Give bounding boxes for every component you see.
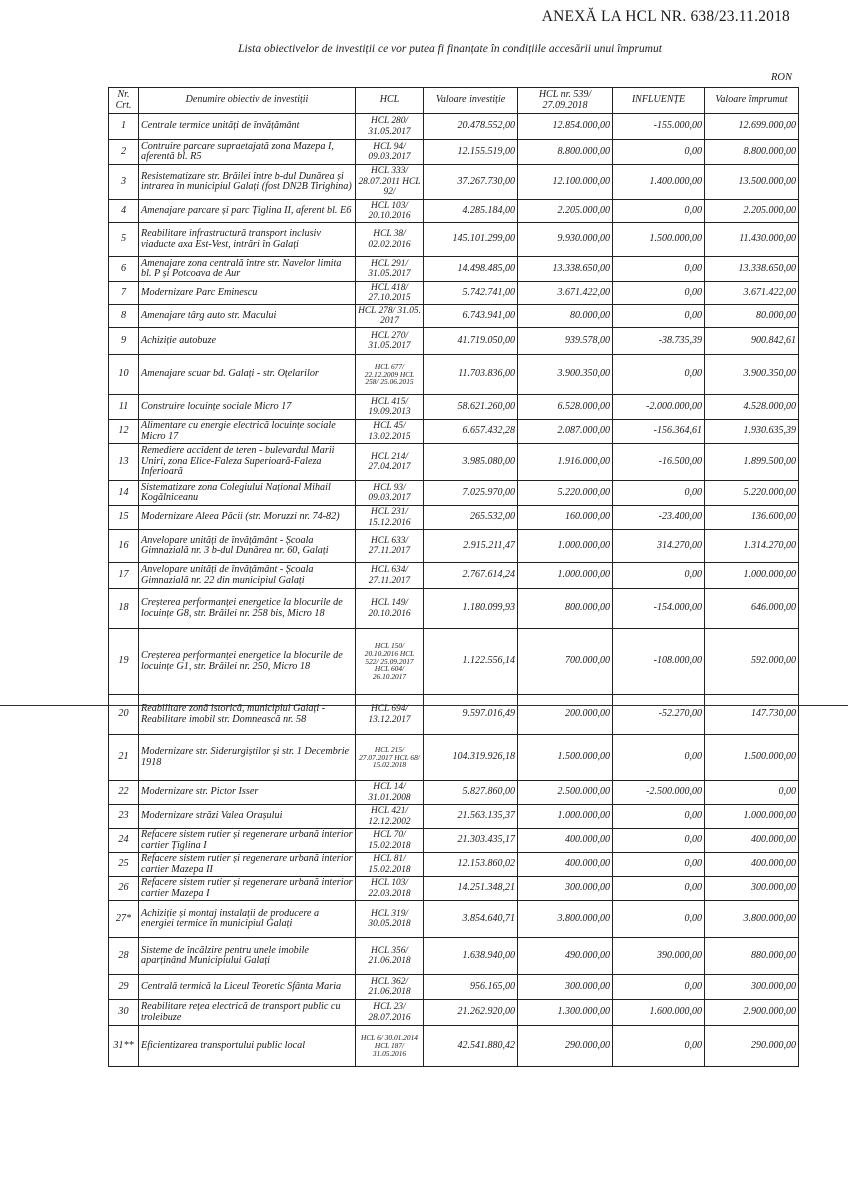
loan-value: 80.000,00 (705, 305, 799, 328)
table-row (109, 901, 799, 938)
objective-name: Sisteme de încălzire pentru unele imobile aparținând Municipiului Galați (139, 938, 356, 975)
influence-value: 0,00 (613, 257, 705, 282)
hcl-reference: HCL 278/ 31.05. 2017 (356, 305, 424, 328)
objective-name: Achiziție autobuze (139, 328, 356, 355)
objective-name: Refacere sistem rutier și regenerare urbană interior cartier Mazepa I (139, 877, 356, 901)
influence-value: -108.000,00 (613, 629, 705, 695)
influence-value: 0,00 (613, 829, 705, 853)
row-number: 23 (109, 805, 139, 829)
hcl-reference: HCL 94/ 09.03.2017 (356, 140, 424, 165)
loan-value: 880.000,00 (705, 938, 799, 975)
hcl-539-value: 1.000.000,00 (518, 530, 613, 563)
hcl-reference: HCL 356/ 21.06.2018 (356, 938, 424, 975)
hcl-539-value: 290.000,00 (518, 1026, 613, 1067)
row-number: 17 (109, 563, 139, 589)
investment-value: 14.251.348,21 (424, 877, 518, 901)
annex-title: ANEXĂ LA HCL NR. 638/23.11.2018 (541, 8, 790, 25)
hcl-reference: HCL 38/ 02.02.2016 (356, 223, 424, 257)
influence-value: 0,00 (613, 563, 705, 589)
influence-value: 0,00 (613, 282, 705, 305)
investment-value: 21.563.135,37 (424, 805, 518, 829)
hcl-reference: HCL 149/ 20.10.2016 (356, 589, 424, 629)
hcl-reference: HCL 70/ 15.02.2018 (356, 829, 424, 853)
investment-value: 3.985.080,00 (424, 444, 518, 481)
hcl-539-value: 400.000,00 (518, 853, 613, 877)
loan-value: 11.430.000,00 (705, 223, 799, 257)
row-number: 15 (109, 506, 139, 530)
influence-value: 0,00 (613, 200, 705, 223)
investment-value: 6.657.432,28 (424, 420, 518, 444)
hcl-reference: HCL 45/ 13.02.2015 (356, 420, 424, 444)
influence-value: -155.000,00 (613, 114, 705, 140)
loan-value: 1.930.635,39 (705, 420, 799, 444)
row-number: 9 (109, 328, 139, 355)
loan-value: 3.800.000,00 (705, 901, 799, 938)
column-header-hcl-539: HCL nr. 539/ 27.09.2018 (518, 88, 613, 114)
document-subtitle: Lista obiectivelor de investiții ce vor putea fi finanțate în condițiile accesării unui împrumut (238, 43, 662, 55)
influence-value: 1.400.000,00 (613, 165, 705, 200)
hcl-reference: HCL 6/ 30.01.2014 HCL 187/ 31.05.2016 (356, 1026, 424, 1067)
hcl-539-value: 3.900.350,00 (518, 355, 613, 395)
row-number: 8 (109, 305, 139, 328)
hcl-539-value: 6.528.000,00 (518, 395, 613, 420)
objective-name: Refacere sistem rutier și regenerare urbană interior cartier Mazepa II (139, 853, 356, 877)
objective-name: Creșterea performanței energetice la blocurile de locuințe G8, str. Brăilei nr. 258 bis, Micro 18 (139, 589, 356, 629)
influence-value: 0,00 (613, 305, 705, 328)
objective-name: Refacere sistem rutier și regenerare urbană interior cartier Țiglina I (139, 829, 356, 853)
hcl-reference: HCL 280/ 31.05.2017 (356, 114, 424, 140)
table-header (109, 88, 799, 114)
loan-value: 592.000,00 (705, 629, 799, 695)
investment-value: 42.541.880,42 (424, 1026, 518, 1067)
table-row (109, 305, 799, 328)
investment-value: 9.597.016,49 (424, 695, 518, 735)
hcl-reference: HCL 215/ 27.07.2017 HCL 68/ 15.02.2018 (356, 735, 424, 781)
hcl-reference: HCL 214/ 27.04.2017 (356, 444, 424, 481)
row-number: 21 (109, 735, 139, 781)
row-number: 27* (109, 901, 139, 938)
table-row (109, 563, 799, 589)
investment-value: 12.153.860,02 (424, 853, 518, 877)
hcl-reference: HCL 362/ 21.06.2018 (356, 975, 424, 1000)
investment-value: 2.767.614,24 (424, 563, 518, 589)
column-header-nr: Nr. Crt. (109, 88, 139, 114)
row-number: 31** (109, 1026, 139, 1067)
investments-table (108, 87, 799, 1067)
hcl-reference: HCL 103/ 20.10.2016 (356, 200, 424, 223)
loan-value: 3.900.350,00 (705, 355, 799, 395)
table-row (109, 589, 799, 629)
hcl-reference: HCL 231/ 15.12.2016 (356, 506, 424, 530)
hcl-reference: HCL 634/ 27.11.2017 (356, 563, 424, 589)
table-row (109, 481, 799, 506)
column-header-influences: INFLUENȚE (613, 88, 705, 114)
objective-name: Eficientizarea transportului public local (139, 1026, 356, 1067)
influence-value: -156.364,61 (613, 420, 705, 444)
hcl-reference: HCL 81/ 15.02.2018 (356, 853, 424, 877)
investment-value: 4.285.184,00 (424, 200, 518, 223)
row-number: 12 (109, 420, 139, 444)
currency-label: RON (771, 72, 792, 83)
loan-value: 300.000,00 (705, 877, 799, 901)
investment-value: 956.165,00 (424, 975, 518, 1000)
influence-value: -16.500,00 (613, 444, 705, 481)
hcl-539-value: 300.000,00 (518, 877, 613, 901)
hcl-539-value: 1.000.000,00 (518, 805, 613, 829)
hcl-reference: HCL 415/ 19.09.2013 (356, 395, 424, 420)
table-row (109, 506, 799, 530)
objective-name: Achiziție și montaj instalații de producere a energiei termice în municipiul Galați (139, 901, 356, 938)
hcl-539-value: 12.100.000,00 (518, 165, 613, 200)
hcl-reference: HCL 694/ 13.12.2017 (356, 695, 424, 735)
row-number: 6 (109, 257, 139, 282)
hcl-539-value: 939.578,00 (518, 328, 613, 355)
row-number: 29 (109, 975, 139, 1000)
hcl-539-value: 2.087.000,00 (518, 420, 613, 444)
hcl-539-value: 200.000,00 (518, 695, 613, 735)
influence-value: 0,00 (613, 805, 705, 829)
hcl-reference: HCL 319/ 30.05.2018 (356, 901, 424, 938)
hcl-reference: HCL 291/ 31.05.2017 (356, 257, 424, 282)
influence-value: 0,00 (613, 355, 705, 395)
loan-value: 1.899.500,00 (705, 444, 799, 481)
objective-name: Anvelopare unități de învățământ - Școala Gimnazială nr. 3 b-dul Dunărea nr. 60, Galați (139, 530, 356, 563)
investment-value: 21.262.920,00 (424, 1000, 518, 1026)
hcl-539-value: 3.800.000,00 (518, 901, 613, 938)
row-number: 26 (109, 877, 139, 901)
row-number: 7 (109, 282, 139, 305)
influence-value: -52.270,00 (613, 695, 705, 735)
loan-value: 4.528.000,00 (705, 395, 799, 420)
hcl-539-value: 2.205.000,00 (518, 200, 613, 223)
row-number: 16 (109, 530, 139, 563)
influence-value: 0,00 (613, 1026, 705, 1067)
hcl-539-value: 9.930.000,00 (518, 223, 613, 257)
loan-value: 646.000,00 (705, 589, 799, 629)
hcl-reference: HCL 270/ 31.05.2017 (356, 328, 424, 355)
table-row (109, 629, 799, 695)
influence-value: 1.500.000,00 (613, 223, 705, 257)
investment-value: 3.854.640,71 (424, 901, 518, 938)
influence-value: 0,00 (613, 877, 705, 901)
hcl-reference: HCL 333/ 28.07.2011 HCL 92/ (356, 165, 424, 200)
investment-value: 1.638.940,00 (424, 938, 518, 975)
row-number: 24 (109, 829, 139, 853)
table-row (109, 282, 799, 305)
hcl-539-value: 2.500.000,00 (518, 781, 613, 805)
influence-value: -23.400,00 (613, 506, 705, 530)
investment-value: 11.703.836,00 (424, 355, 518, 395)
loan-value: 300.000,00 (705, 975, 799, 1000)
row-number: 22 (109, 781, 139, 805)
table-row (109, 165, 799, 200)
hcl-539-value: 800.000,00 (518, 589, 613, 629)
investment-value: 6.743.941,00 (424, 305, 518, 328)
table-row (109, 257, 799, 282)
column-header-investment-value: Valoare investiție (424, 88, 518, 114)
table-body (109, 114, 799, 1067)
table-row (109, 223, 799, 257)
hcl-539-value: 400.000,00 (518, 829, 613, 853)
investment-value: 1.122.556,14 (424, 629, 518, 695)
objective-name: Alimentare cu energie electrică locuințe sociale Micro 17 (139, 420, 356, 444)
table-row (109, 975, 799, 1000)
investment-value: 7.025.970,00 (424, 481, 518, 506)
table-row (109, 355, 799, 395)
influence-value: 1.600.000,00 (613, 1000, 705, 1026)
loan-value: 0,00 (705, 781, 799, 805)
objective-name: Sistematizare zona Colegiului Național Mihail Kogălniceanu (139, 481, 356, 506)
loan-value: 400.000,00 (705, 829, 799, 853)
row-number: 5 (109, 223, 139, 257)
objective-name: Reabilitare rețea electrică de transport public cu troleibuze (139, 1000, 356, 1026)
influence-value: 0,00 (613, 735, 705, 781)
table-row (109, 114, 799, 140)
influence-value: 314.270,00 (613, 530, 705, 563)
influence-value: -38.735,39 (613, 328, 705, 355)
row-number: 30 (109, 1000, 139, 1026)
investment-value: 14.498.485,00 (424, 257, 518, 282)
objective-name: Construire locuințe sociale Micro 17 (139, 395, 356, 420)
hcl-539-value: 12.854.000,00 (518, 114, 613, 140)
hcl-reference: HCL 421/ 12.12.2002 (356, 805, 424, 829)
table-row (109, 853, 799, 877)
objective-name: Reabilitare infrastructură transport inclusiv viaducte axa Est-Vest, intrări în Galați (139, 223, 356, 257)
table-row (109, 938, 799, 975)
loan-value: 1.000.000,00 (705, 805, 799, 829)
loan-value: 290.000,00 (705, 1026, 799, 1067)
objective-name: Remediere accident de teren - bulevardul Marii Uniri, zona Elice-Faleza Superioară-Faleza Inferioară (139, 444, 356, 481)
objective-name: Modernizare str. Pictor Isser (139, 781, 356, 805)
loan-value: 13.338.650,00 (705, 257, 799, 282)
row-number: 1 (109, 114, 139, 140)
hcl-539-value: 5.220.000,00 (518, 481, 613, 506)
objective-name: Amenajare târg auto str. Macului (139, 305, 356, 328)
objective-name: Amenajare zona centrală între str. Navelor limita bl. P și Potcoava de Aur (139, 257, 356, 282)
loan-value: 1.000.000,00 (705, 563, 799, 589)
table-row (109, 530, 799, 563)
hcl-539-value: 300.000,00 (518, 975, 613, 1000)
influence-value: 0,00 (613, 140, 705, 165)
loan-value: 136.600,00 (705, 506, 799, 530)
table-row (109, 781, 799, 805)
loan-value: 147.730,00 (705, 695, 799, 735)
hcl-539-value: 1.300.000,00 (518, 1000, 613, 1026)
row-number: 28 (109, 938, 139, 975)
loan-value: 1.500.000,00 (705, 735, 799, 781)
row-number: 19 (109, 629, 139, 695)
loan-value: 1.314.270,00 (705, 530, 799, 563)
loan-value: 900.842,61 (705, 328, 799, 355)
loan-value: 2.900.000,00 (705, 1000, 799, 1026)
investment-value: 37.267.730,00 (424, 165, 518, 200)
loan-value: 3.671.422,00 (705, 282, 799, 305)
objective-name: Amenajare scuar bd. Galați - str. Oțelarilor (139, 355, 356, 395)
objective-name: Modernizare Parc Eminescu (139, 282, 356, 305)
loan-value: 400.000,00 (705, 853, 799, 877)
row-number: 18 (109, 589, 139, 629)
investment-value: 145.101.299,00 (424, 223, 518, 257)
hcl-reference: HCL 677/ 22.12.2009 HCL 258/ 25.06.2015 (356, 355, 424, 395)
column-header-hcl: HCL (356, 88, 424, 114)
row-number: 25 (109, 853, 139, 877)
hcl-539-value: 1.500.000,00 (518, 735, 613, 781)
table-row (109, 805, 799, 829)
hcl-539-value: 80.000,00 (518, 305, 613, 328)
objective-name: Modernizare Aleea Păcii (str. Moruzzi nr. 74-82) (139, 506, 356, 530)
hcl-539-value: 700.000,00 (518, 629, 613, 695)
investment-value: 5.827.860,00 (424, 781, 518, 805)
loan-value: 12.699.000,00 (705, 114, 799, 140)
row-number: 11 (109, 395, 139, 420)
row-number: 13 (109, 444, 139, 481)
row-number: 4 (109, 200, 139, 223)
influence-value: 0,00 (613, 853, 705, 877)
hcl-539-value: 1.916.000,00 (518, 444, 613, 481)
investment-value: 41.719.050,00 (424, 328, 518, 355)
table-row (109, 200, 799, 223)
hcl-539-value: 490.000,00 (518, 938, 613, 975)
objective-name: Amenajare parcare și parc Țiglina II, aferent bl. E6 (139, 200, 356, 223)
table-row (109, 140, 799, 165)
table-row (109, 877, 799, 901)
investment-value: 20.478.552,00 (424, 114, 518, 140)
investment-value: 21.303.435,17 (424, 829, 518, 853)
row-number: 2 (109, 140, 139, 165)
objective-name: Centrale termice unități de învățământ (139, 114, 356, 140)
objective-name: Creșterea performanței energetice la blocurile de locuințe G1, str. Brăilei nr. 250, Micro 18 (139, 629, 356, 695)
table-row (109, 829, 799, 853)
influence-value: 390.000,00 (613, 938, 705, 975)
table-row (109, 735, 799, 781)
table-row (109, 1026, 799, 1067)
hcl-reference: HCL 103/ 22.03.2018 (356, 877, 424, 901)
hcl-reference: HCL 14/ 31.01.2008 (356, 781, 424, 805)
objective-name: Reabilitare zonă istorică, municipiul Galați - Reabilitare imobil str. Domnească nr. 58 (139, 695, 356, 735)
loan-value: 5.220.000,00 (705, 481, 799, 506)
column-header-loan-value: Valoare împrumut (705, 88, 799, 114)
influence-value: -2.500.000,00 (613, 781, 705, 805)
influence-value: 0,00 (613, 481, 705, 506)
hcl-reference: HCL 150/ 20.10.2016 HCL 522/ 25.09.2017 HCL 604/ 26.10.2017 (356, 629, 424, 695)
row-number: 3 (109, 165, 139, 200)
objective-name: Modernizare str. Siderurgiștilor și str. 1 Decembrie 1918 (139, 735, 356, 781)
hcl-539-value: 160.000,00 (518, 506, 613, 530)
objective-name: Anvelopare unități de învățământ - Școala Gimnazială nr. 22 din municipiul Galați (139, 563, 356, 589)
objective-name: Modernizare străzi Valea Orașului (139, 805, 356, 829)
objective-name: Resistematizare str. Brăilei între b-dul Dunărea și intrarea în municipiul Galați (fost DN2B Tirighina) (139, 165, 356, 200)
row-number: 14 (109, 481, 139, 506)
table-row (109, 395, 799, 420)
column-header-name: Denumire obiectiv de investiții (139, 88, 356, 114)
investment-value: 104.319.926,18 (424, 735, 518, 781)
investment-value: 58.621.260,00 (424, 395, 518, 420)
hcl-539-value: 3.671.422,00 (518, 282, 613, 305)
loan-value: 8.800.000,00 (705, 140, 799, 165)
investment-value: 2.915.211,47 (424, 530, 518, 563)
row-number: 20 (109, 695, 139, 735)
influence-value: -154.000,00 (613, 589, 705, 629)
hcl-reference: HCL 93/ 09.03.2017 (356, 481, 424, 506)
hcl-539-value: 1.000.000,00 (518, 563, 613, 589)
hcl-reference: HCL 633/ 27.11.2017 (356, 530, 424, 563)
table-row (109, 1000, 799, 1026)
table-row (109, 444, 799, 481)
table-row (109, 420, 799, 444)
influence-value: 0,00 (613, 975, 705, 1000)
row-number: 10 (109, 355, 139, 395)
investment-value: 265.532,00 (424, 506, 518, 530)
loan-value: 2.205.000,00 (705, 200, 799, 223)
investment-value: 12.155.519,00 (424, 140, 518, 165)
investment-value: 1.180.099,93 (424, 589, 518, 629)
table-row (109, 695, 799, 735)
scan-artifact-line (0, 705, 848, 706)
influence-value: 0,00 (613, 901, 705, 938)
investment-value: 5.742.741,00 (424, 282, 518, 305)
objective-name: Centrală termică la Liceul Teoretic Sfânta Maria (139, 975, 356, 1000)
hcl-539-value: 8.800.000,00 (518, 140, 613, 165)
hcl-reference: HCL 23/ 28.07.2016 (356, 1000, 424, 1026)
objective-name: Contruire parcare supraetajată zona Mazepa I, aferentă bl. R5 (139, 140, 356, 165)
loan-value: 13.500.000,00 (705, 165, 799, 200)
hcl-539-value: 13.338.650,00 (518, 257, 613, 282)
influence-value: -2.000.000,00 (613, 395, 705, 420)
hcl-reference: HCL 418/ 27.10.2015 (356, 282, 424, 305)
table-row (109, 328, 799, 355)
